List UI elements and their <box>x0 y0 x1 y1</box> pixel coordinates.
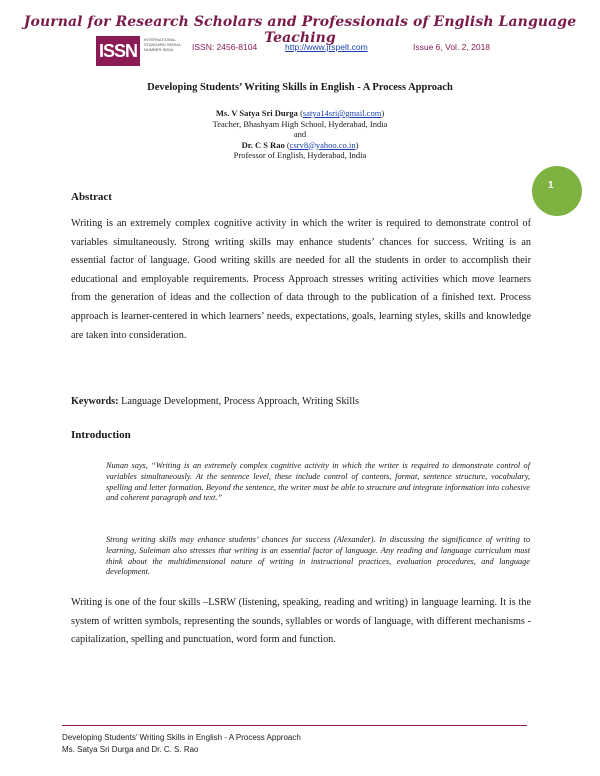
author1-line: Ms. V Satya Sri Durga (satya14sri@gmail.com) <box>215 108 385 118</box>
author1-name: Ms. V Satya Sri Durga <box>215 108 298 118</box>
journal-url-link[interactable]: http://www.jrspelt.com <box>285 42 368 52</box>
page-number: 1 <box>548 180 554 191</box>
quote-nunan: Nunan says, “Writing is an extremely complex cognitive activity in which the writer is required to demonstrate control of variables simultaneously. At the sentence level, these include control of contents, format, sentence structure, vocabulary, spelling and letter formation. Beyond the sentence, the writer must be able to structure and integrate information into cohesive and coherent paragraph and text.” <box>106 461 530 503</box>
issn-logo-mark: ISSN <box>96 36 140 66</box>
introduction-heading: Introduction <box>71 429 131 441</box>
author1-affiliation: Teacher, Bhashyam High School, Hyderabad, India <box>212 118 388 129</box>
page-number-badge <box>532 166 582 216</box>
abstract-text: Writing is an extremely complex cognitive activity in which the writer is required to demonstrate control of variables simultaneously. Strong writing skills may enhance students’ chances for success. Writing is an essential factor of language. Good writing skills are needed for all the students in order to accomplish their educational and employable requirements. Process Approach stresses writing activities which move learners from the generation of ideas and the collection of data through to the publication of a finished text. Process approach is learner-centered in which learners’ needs, expectations, goals, learning styles, skills and knowledge are taken into consideration. <box>71 218 531 341</box>
intro-paragraph: Writing is one of the four skills –LSRW (listening, speaking, reading and writing) in language learning. It is the system of written symbols, representing the sounds, syllables or words of language, with different mechanisms - capitalization, spelling and punctuation, word form and function. <box>71 597 531 646</box>
keywords-line <box>71 396 359 407</box>
issn-logo-subtext: INTERNATIONAL STANDARD SERIAL NUMBER INDIA <box>144 37 181 52</box>
journal-title: Journal for Research Scholars and Professionals of English Language Teaching <box>23 14 577 46</box>
footer-authors: Ms. Satya Sri Durga and Dr. C. S. Rao <box>62 745 199 754</box>
quote-alexander: Strong writing skills may enhance students’ chances for success (Alexander). In discussing the significance of writing to learning, Suleiman also stresses that writing is an essential factor of language. Any reading and language curriculum must think about the multidimensional nature of writing in instructional practices, evaluation procedures, and language development. <box>106 535 530 577</box>
keywords-label: Keywords: <box>71 396 119 407</box>
author2-line: Dr. C S Rao (csrv8@yahoo.co.in) <box>241 139 359 150</box>
issue-info: Issue 6, Vol. 2, 2018 <box>413 42 491 52</box>
keywords-text: Language Development, Process Approach, Writing Skills <box>121 396 360 407</box>
author-conjunction: and <box>293 129 307 139</box>
abstract-heading: Abstract <box>71 191 112 203</box>
issn-number: ISSN: 2456-8104 <box>192 42 258 52</box>
author-block <box>0 108 600 161</box>
page-footer <box>62 732 301 756</box>
footer-title: Developing Students’ Writing Skills in English - A Process Approach <box>62 733 301 742</box>
issn-logo <box>96 36 186 66</box>
author1-email-link[interactable]: satya14sri@gmail.com <box>302 108 382 118</box>
author2-affiliation: Professor of English, Hyderabad, India <box>233 150 367 160</box>
author2-name: Dr. C S Rao <box>241 139 285 150</box>
paper-title: Developing Students’ Writing Skills in English - A Process Approach <box>147 82 453 93</box>
author2-email-link[interactable]: csrv8@yahoo.co.in <box>289 139 356 150</box>
footer-divider <box>62 725 527 726</box>
